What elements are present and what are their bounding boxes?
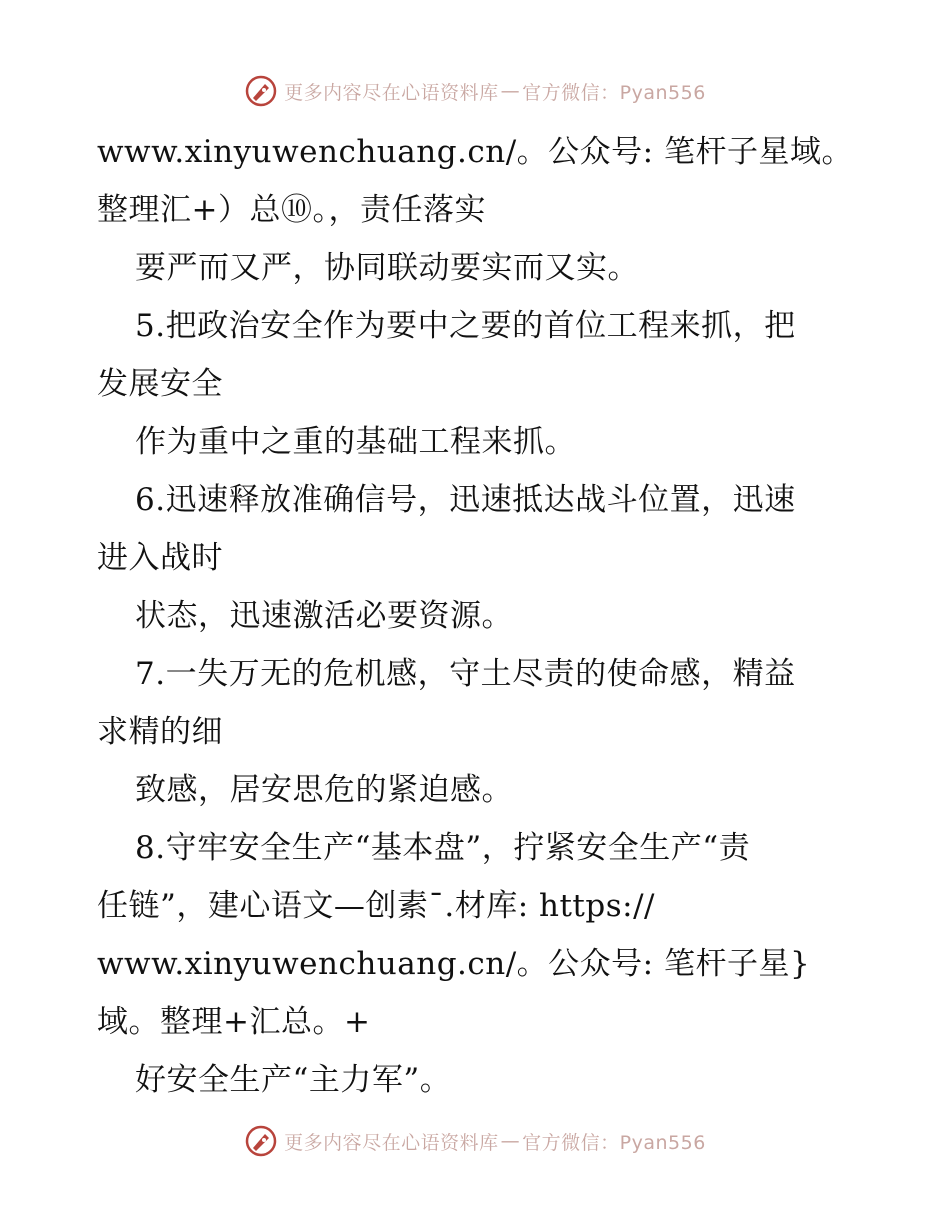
text-line: 作为重中之重的基础工程来抓。 [135, 424, 576, 460]
watermark-separator: — [500, 1130, 521, 1152]
text-line: 进入战时 [97, 540, 223, 576]
text-line: 7.一失万无的危机感，守土尽责的使命感，精益 [135, 656, 796, 692]
watermark-wechat: 官方微信：Pyan556 [522, 1131, 706, 1154]
text-line: 6.迅速释放准确信号，迅速抵达战斗位置，迅速 [135, 482, 796, 518]
text-line: www.xinyuwenchuang.cn/。公众号: 笔杆子星} [97, 946, 811, 982]
text-line: www.xinyuwenchuang.cn/。公众号: 笔杆子星域。 [97, 134, 853, 170]
text-line: 求精的细 [97, 714, 223, 750]
watermark-text: 更多内容尽在心语资料库 [284, 81, 499, 104]
pen-nib-logo-icon [244, 1124, 278, 1158]
text-line: 好安全生产“主力军”。 [135, 1062, 452, 1098]
watermark-wechat: 官方微信：Pyan556 [522, 81, 706, 104]
document-body [97, 123, 867, 1109]
watermark-text: 更多内容尽在心语资料库 [284, 1131, 499, 1154]
text-line: 域。整理+汇总。+ [97, 1004, 371, 1040]
text-line: 发展安全 [97, 366, 223, 402]
watermark-separator: — [500, 80, 521, 102]
text-line: 致感，居安思危的紧迫感。 [135, 772, 513, 808]
pen-nib-logo-icon [244, 74, 278, 108]
text-line: 8.守牢安全生产“基本盘”，拧紧安全生产“责 [135, 830, 751, 866]
text-line: 状态，迅速激活必要资源。 [135, 598, 513, 634]
text-line: 要严而又严，协同联动要实而又实。 [135, 250, 639, 286]
footer-watermark [0, 1124, 950, 1158]
header-watermark [0, 74, 950, 108]
text-line: 整理汇+）总⑩。，责任落实 [97, 192, 486, 228]
text-line: 5.把政治安全作为要中之要的首位工程来抓，把 [135, 308, 796, 344]
text-line: 任链”，建心语文—创素¯.材库: https:// [97, 888, 655, 924]
